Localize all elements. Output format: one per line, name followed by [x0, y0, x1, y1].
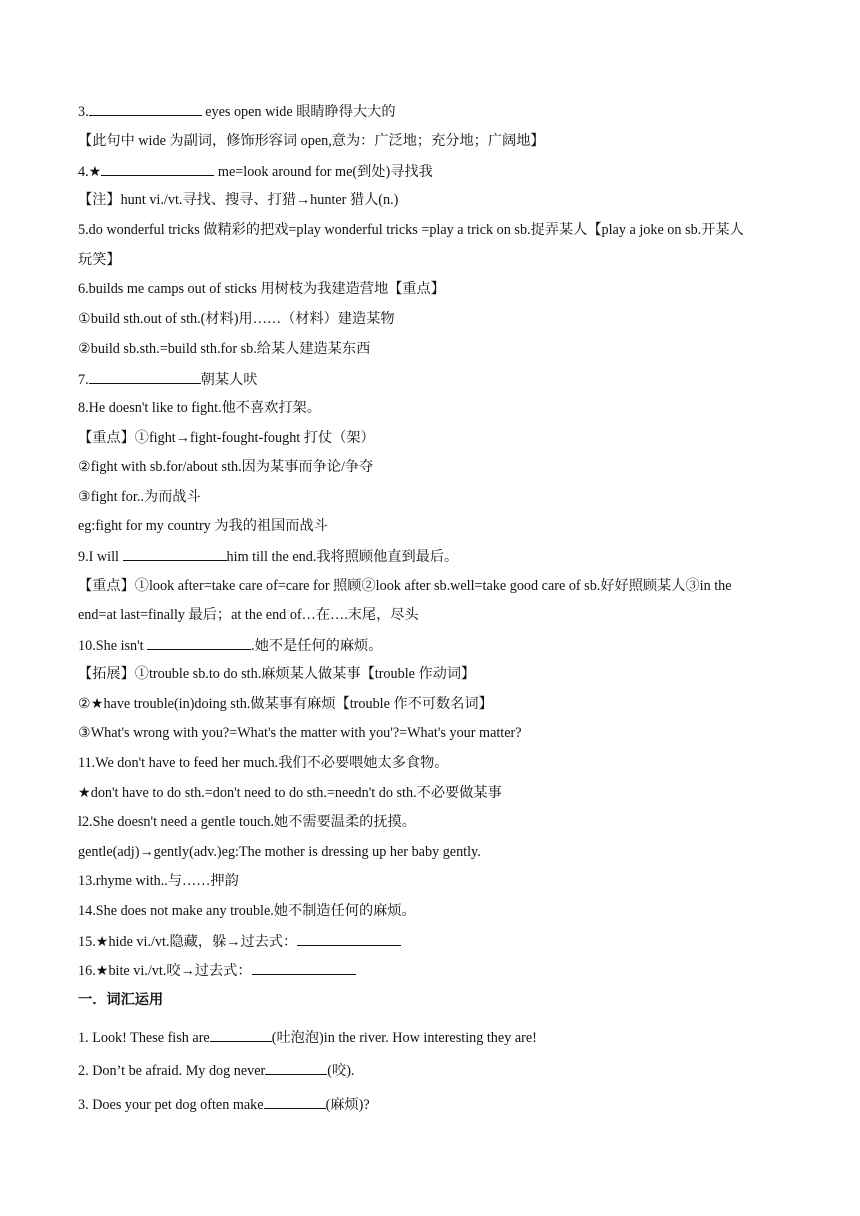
question-text: 2. Don’t be afraid. My dog never — [78, 1063, 266, 1079]
note-line: ②fight with sb.for/about sth.因为某事而争论/争夺 — [78, 459, 374, 475]
note-text: eyes open wide 眼睛睁得大大的 — [201, 104, 396, 120]
item-number: 7. — [78, 372, 89, 388]
note-line: ②build sb.sth.=build sth.for sb.给某人建造某东西 — [78, 341, 371, 357]
note-line-16 — [78, 960, 798, 981]
answer-blank[interactable] — [264, 1094, 326, 1109]
exercise-question-3 — [78, 1094, 798, 1115]
answer-blank[interactable] — [101, 161, 214, 176]
note-line: 玩笑】 — [78, 252, 121, 268]
note-line: 【重点】①look after=take care of=care for 照顾②look after sb.well=take good care of sb.好好照顾某人③in the — [78, 578, 732, 594]
question-text: 1. Look! These fish are — [78, 1030, 210, 1046]
note-text: 15.★hide vi./vt.隐藏，躲→过去式： — [78, 934, 298, 950]
question-text: 3. Does your pet dog often make — [78, 1097, 264, 1113]
note-line: l2.She doesn't need a gentle touch.她不需要温柔的抚摸。 — [78, 814, 416, 830]
note-line: 14.She does not make any trouble.她不制造任何的麻烦。 — [78, 903, 416, 919]
note-text: 16.★bite vi./vt.咬→过去式： — [78, 963, 252, 979]
note-line: gentle(adj)→gently(adv.)eg:The mother is dressing up her baby gently. — [78, 844, 481, 860]
answer-blank[interactable] — [297, 931, 401, 946]
note-line-4 — [78, 161, 798, 182]
note-line: 【注】hunt vi./vt.寻找、搜寻、打猎→hunter 猎人(n.) — [78, 192, 399, 208]
answer-blank[interactable] — [252, 960, 356, 975]
note-text: 10.She isn't — [78, 638, 148, 654]
note-line: 【重点】①fight→fight-fought-fought 打仗（架） — [78, 430, 375, 446]
note-line: end=at last=finally 最后；at the end of…在….末尾，尽头 — [78, 607, 419, 623]
note-line: 【此句中 wide 为副词，修饰形容词 open,意为：广泛地；充分地；广阔地】 — [78, 133, 545, 149]
question-text: (麻烦)? — [325, 1097, 370, 1113]
note-line: 11.We don't have to feed her much.我们不必要喂她太多食物。 — [78, 755, 449, 771]
item-number: 4.★ — [78, 164, 102, 180]
answer-blank[interactable] — [89, 101, 202, 116]
note-text: .她不是任何的麻烦。 — [251, 638, 383, 654]
answer-blank[interactable] — [147, 635, 251, 650]
note-line-10 — [78, 635, 798, 656]
note-line: 8.He doesn't like to fight.他不喜欢打架。 — [78, 400, 321, 416]
answer-blank[interactable] — [265, 1060, 327, 1075]
note-line-15 — [78, 931, 798, 952]
note-text: him till the end.我将照顾他直到最后。 — [226, 549, 459, 565]
note-line: eg:fight for my country 为我的祖国而战斗 — [78, 518, 328, 534]
note-line: ③fight for..为而战斗 — [78, 489, 201, 505]
note-line-7 — [78, 369, 798, 390]
note-line: ①build sth.out of sth.(材料)用……（材料）建造某物 — [78, 311, 395, 327]
note-line: ②★have trouble(in)doing sth.做某事有麻烦【trouble 作不可数名词】 — [78, 696, 493, 712]
note-line: 6.builds me camps out of sticks 用树枝为我建造营地【重点】 — [78, 281, 445, 297]
note-line: 【拓展】①trouble sb.to do sth.麻烦某人做某事【trouble 作动词】 — [78, 666, 476, 682]
note-text: me=look around for me(到处)寻找我 — [214, 164, 433, 180]
note-text: 朝某人吠 — [200, 372, 258, 388]
question-text: (吐泡泡)in the river. How interesting they are! — [271, 1030, 537, 1046]
note-text: 9.I will — [78, 549, 123, 565]
note-line: 5.do wonderful tricks 做精彩的把戏=play wonderful tricks =play a trick on sb.捉弄某人【play a joke on sb.开某人 — [78, 222, 744, 238]
note-line-3 — [78, 101, 798, 122]
exercise-question-2 — [78, 1060, 798, 1081]
exercise-question-1 — [78, 1027, 798, 1048]
note-line: ★don't have to do sth.=don't need to do sth.=needn't do sth.不必要做某事 — [78, 785, 502, 801]
item-number: 3. — [78, 104, 89, 120]
note-line-9 — [78, 546, 798, 567]
note-line: ③What's wrong with you?=What's the matter with you'?=What's your matter? — [78, 725, 522, 741]
answer-blank[interactable] — [89, 369, 201, 384]
section-heading: 一．词汇运用 — [78, 992, 164, 1008]
question-text: (咬). — [327, 1063, 355, 1079]
note-line: 13.rhyme with..与……押韵 — [78, 873, 239, 889]
answer-blank[interactable] — [210, 1027, 272, 1042]
answer-blank[interactable] — [123, 546, 227, 561]
